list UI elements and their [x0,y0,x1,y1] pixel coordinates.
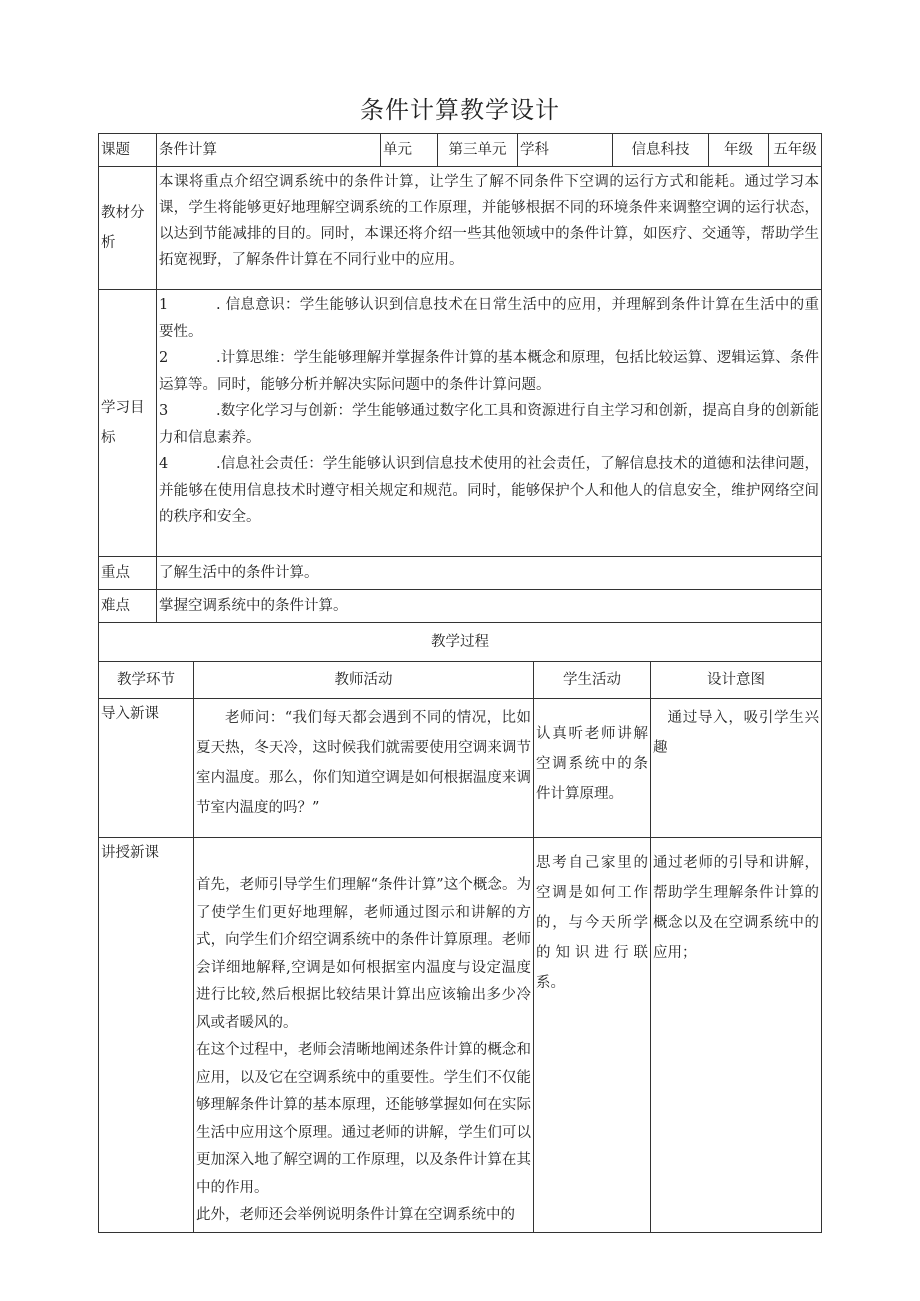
header-stage: 教学环节 [99,662,194,699]
objective-text: . 信息意识：学生能够认识到信息技术在日常生活中的应用，并理解到条件计算在生活中的重要性。 [159,297,819,340]
difficulty-row [99,590,822,623]
objective-text: .计算思维：学生能够理解并掌握条件计算的基本概念和原理，包括比较运算、逻辑运算、条件运算等。同时，能够分析并解决实际问题中的条件计算问题。 [159,350,819,393]
intent-intro: 通过导入，吸引学生兴趣 [651,699,822,838]
teacher-activity-intro: 老师问：“我们每天都会遇到不同的情况，比如夏天热，冬天冷，这时候我们就需要使用空调来调节室内温度。那么，你们知道空调是如何根据温度来调节室内温度的吗？” [194,699,534,838]
objective-text: .数字化学习与创新：学生能够通过数字化工具和资源进行自主学习和创新，提高自身的创新能力和信息素养。 [159,403,819,446]
subject-label: 学科 [518,134,613,167]
grade-value: 五年级 [769,134,822,167]
process-heading: 教学过程 [99,623,822,662]
objectives-label: 学习目标 [99,290,157,557]
unit-value: 第三单元 [438,134,518,167]
objective-item [159,451,819,531]
header-student: 学生活动 [534,662,651,699]
objective-number: 2 [159,350,169,366]
lesson-plan-table [98,133,822,1233]
analysis-label: 教材分析 [99,167,157,290]
teacher-paragraph: 在这个过程中，老师会清晰地阐述条件计算的概念和应用，以及它在空调系统中的重要性。学生们不仅能够理解条件计算的基本原理，还能够掌握如何在实际生活中应用这个原理。通过老师的讲解，学生们可以更加深入地了解空调的工作原理，以及条件计算在其中的作用。 [196,1042,531,1196]
process-header-row [99,662,822,699]
key-point-label: 重点 [99,557,157,590]
header-intent: 设计意图 [651,662,822,699]
difficulty-label: 难点 [99,590,157,623]
process-row-intro [99,699,822,838]
objective-number: 1 [159,297,169,313]
info-row [99,134,822,167]
process-heading-row [99,623,822,662]
stage-intro: 导入新课 [99,699,194,838]
process-row-lecture [99,838,822,1233]
key-point-row [99,557,822,590]
objective-item [159,398,819,451]
analysis-text: 本课将重点介绍空调系统中的条件计算，让学生了解不同条件下空调的运行方式和能耗。通过学习本课，学生将能够更好地理解空调系统的工作原理，并能够根据不同的环境条件来调整空调的运行状态，以达到节能减排的目的。同时，本课还将介绍一些其他领域中的条件计算，如医疗、交通等，帮助学生拓宽视野，了解条件计算在不同行业中的应用。 [157,167,822,290]
stage-lecture: 讲授新课 [99,838,194,1233]
objective-number: 3 [159,403,169,419]
page-title: 条件计算教学设计 [360,96,560,124]
subject-value: 信息科技 [613,134,709,167]
student-activity-intro: 认真听老师讲解空调系统中的条件计算原理。 [534,699,651,838]
teacher-activity-lecture [194,838,534,1233]
unit-label: 单元 [381,134,438,167]
intent-lecture: 通过老师的引导和讲解，帮助学生理解条件计算的概念以及在空调系统中的应用； [651,838,822,1233]
objectives-list [157,290,822,557]
key-point-text: 了解生活中的条件计算。 [157,557,822,590]
grade-label: 年级 [709,134,769,167]
teacher-paragraph: 首先，老师引导学生们理解“条件计算”这个概念。为了使学生们更好地理解，老师通过图示和讲解的方式，向学生们介绍空调系统中的条件计算原理。老师会详细地解释,空调是如何根据室内温度与设定温度进行比较,然后根据比较结果计算出应该输出多少冷风或者暖风的。 [196,877,531,1031]
course-value: 条件计算 [157,134,381,167]
course-label: 课题 [99,134,157,167]
objective-text: .信息社会责任：学生能够认识到信息技术使用的社会责任，了解信息技术的道德和法律问题，并能够在使用信息技术时遵守相关规定和规范。同时，能够保护个人和他人的信息安全，维护网络空间的秩序和安全。 [159,456,819,525]
objective-item [159,292,819,345]
objective-item [159,345,819,398]
analysis-row [99,167,822,290]
header-teacher: 教师活动 [194,662,534,699]
difficulty-text: 掌握空调系统中的条件计算。 [157,590,822,623]
teacher-paragraph: 此外，老师还会举例说明条件计算在空调系统中的 [196,1207,515,1223]
objective-number: 4 [159,456,169,472]
objectives-row [99,290,822,557]
student-activity-lecture: 思考自己家里的空调是如何工作的，与今天所学的知识进行联系。 [534,838,651,1233]
